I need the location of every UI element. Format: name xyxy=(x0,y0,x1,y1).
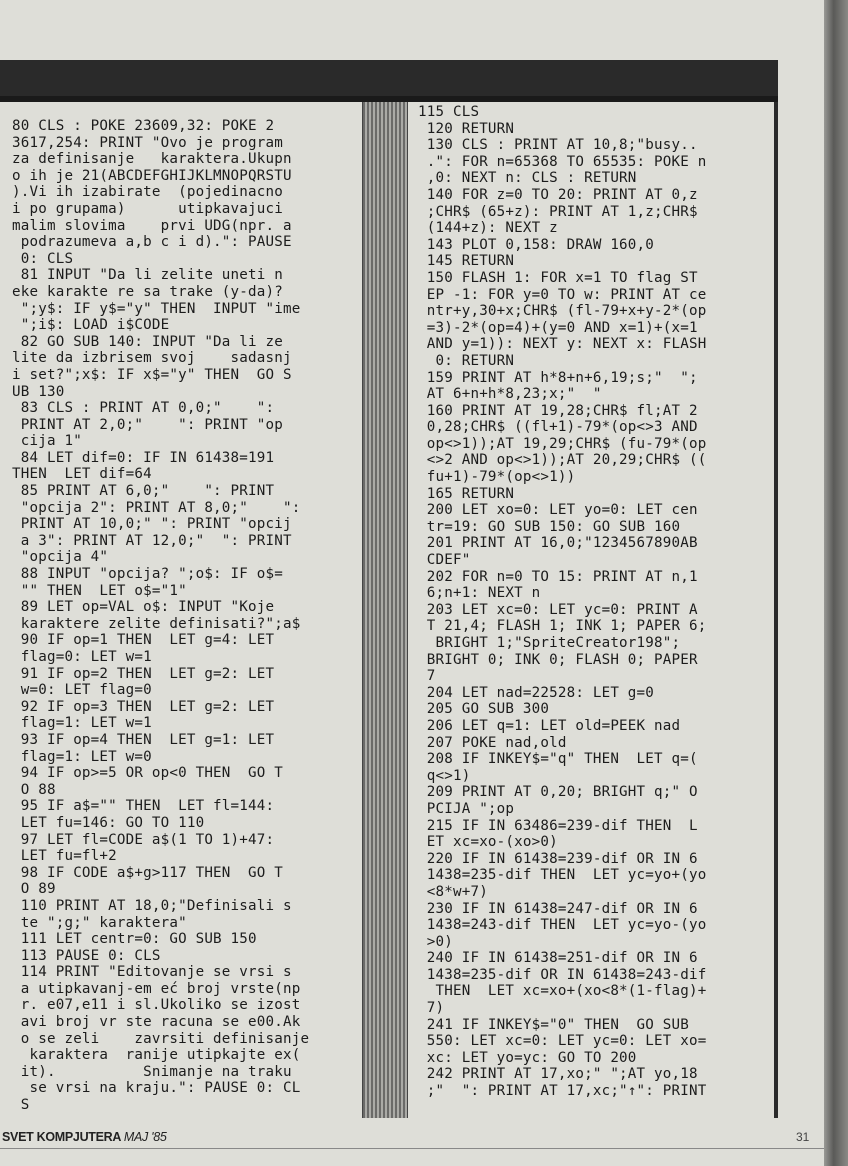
code-line: 111 LET centr=0: GO SUB 150 xyxy=(12,931,257,948)
code-line: 130 CLS : PRINT AT 10,8;"busy.. xyxy=(418,137,698,154)
code-line: O 89 xyxy=(12,881,56,898)
code-line: tr=19: GO SUB 150: GO SUB 160 xyxy=(418,518,681,535)
code-line: BRIGHT 1;"SpriteCreator198"; xyxy=(418,635,681,651)
code-line: 0: RETURN xyxy=(418,352,515,369)
code-line: cija 1" xyxy=(12,433,82,450)
issue-date: MAJ '85 xyxy=(123,1130,167,1144)
code-line: 97 LET fl=CODE a$(1 TO 1)+47: xyxy=(12,831,275,848)
code-line: 88 INPUT "opcija? ";o$: IF o$= xyxy=(12,566,283,583)
code-line: THEN LET xc=xo+(xo<8*(1-flag)+ xyxy=(418,983,707,1000)
code-line: =3)-2*(op=4)+(y=0 AND x=1)+(x=1 xyxy=(418,319,698,336)
code-line: fu+1)-79*(op<>1)) xyxy=(418,469,576,486)
code-line: se vrsi na kraju.": PAUSE 0: CL xyxy=(12,1080,301,1097)
code-line: 7 xyxy=(418,668,436,685)
code-line: 209 PRINT AT 0,20; BRIGHT q;" O xyxy=(418,784,698,801)
code-line: 241 IF INKEY$="0" THEN GO SUB xyxy=(418,1016,689,1033)
code-line: op<>1));AT 19,29;CHR$ (fu-79*(op xyxy=(418,435,707,452)
code-line: ";y$: IF y$="y" THEN INPUT "ime xyxy=(12,300,301,317)
code-line: malim slovima prvi UDG(npr. a xyxy=(12,217,292,234)
code-line: 89 LET op=VAL o$: INPUT "Koje xyxy=(12,599,275,616)
code-line: 143 PLOT 0,158: DRAW 160,0 xyxy=(418,236,655,253)
column-divider xyxy=(362,102,408,1118)
listing-column-left xyxy=(2,102,354,1114)
code-line: o ih je 21(ABCDEFGHIJKLMNOPQRSTU xyxy=(12,167,292,184)
code-line: 91 IF op=2 THEN LET g=2: LET xyxy=(12,665,275,682)
page-edge xyxy=(824,0,848,1166)
code-line: q<>1) xyxy=(418,767,471,784)
listing-column-right xyxy=(410,102,776,1100)
code-line: UB 130 xyxy=(12,383,65,400)
code-line: avi broj vr ste racuna se e00.Ak xyxy=(12,1014,301,1031)
code-line: S xyxy=(12,1097,30,1114)
code-line: 203 LET xc=0: LET yc=0: PRINT A xyxy=(418,601,698,618)
code-line: 200 LET xo=0: LET yo=0: LET cen xyxy=(418,502,698,519)
code-line: it). Snimanje na traku xyxy=(12,1063,292,1080)
code-line: PRINT AT 2,0;" ": PRINT "op xyxy=(12,416,283,433)
code-line: 242 PRINT AT 17,xo;" ";AT yo,18 xyxy=(418,1066,698,1083)
code-line: 0: CLS xyxy=(12,250,74,267)
code-line: THEN LET dif=64 xyxy=(12,466,152,483)
code-line: "" THEN LET o$="1" xyxy=(12,582,187,599)
code-line: 240 IF IN 61438=251-dif OR IN 6 xyxy=(418,950,698,967)
code-line: eke karakte re sa trake (y-da)? xyxy=(12,283,283,300)
code-line: >0) xyxy=(418,933,453,950)
code-line: 82 GO SUB 140: INPUT "Da li ze xyxy=(12,333,283,350)
listing-frame xyxy=(2,102,778,1118)
code-line: 94 IF op>=5 OR op<0 THEN GO T xyxy=(12,765,283,782)
code-line: xc: LET yo=yc: GO TO 200 xyxy=(418,1049,637,1066)
code-line: 81 INPUT "Da li zelite uneti n xyxy=(12,267,283,284)
code-line: 140 FOR z=0 TO 20: PRINT AT 0,z xyxy=(418,186,698,203)
code-line: 114 PRINT "Editovanje se vrsi s xyxy=(12,964,292,981)
code-line: 205 GO SUB 300 xyxy=(418,701,550,718)
code-line: <8*w+7) xyxy=(418,883,488,900)
code-line: <>2 AND op<>1));AT 20,29;CHR$ (( xyxy=(418,452,707,469)
code-line: 93 IF op=4 THEN LET g=1: LET xyxy=(12,731,275,748)
code-line: AT 6+n+h*8,23;x;" " xyxy=(418,386,602,403)
code-line: 160 PRINT AT 19,28;CHR$ fl;AT 2 xyxy=(418,402,698,419)
code-line: 202 FOR n=0 TO 15: PRINT AT n,1 xyxy=(418,568,698,585)
code-line: 83 CLS : PRINT AT 0,0;" ": xyxy=(12,400,275,417)
code-line: 206 LET q=1: LET old=PEEK nad xyxy=(418,717,681,734)
footer-credit xyxy=(2,1130,167,1144)
code-line: 165 RETURN xyxy=(418,485,515,502)
code-line: ).Vi ih izabirate (pojedinacno xyxy=(12,184,283,201)
code-line: 201 PRINT AT 16,0;"1234567890AB xyxy=(418,535,698,552)
footer-rule xyxy=(0,1148,830,1149)
code-line: 1438=235-dif OR IN 61438=243-dif xyxy=(418,966,707,983)
code-line: te ";g;" karaktera" xyxy=(12,914,187,931)
code-line: PRINT AT 10,0;" ": PRINT "opcij xyxy=(12,516,292,533)
code-line: a 3": PRINT AT 12,0;" ": PRINT xyxy=(12,532,292,549)
code-line: i po grupama) utipkavajuci xyxy=(12,200,283,217)
code-line: i set?";x$: IF x$="y" THEN GO S xyxy=(12,366,292,383)
code-line: 204 LET nad=22528: LET g=0 xyxy=(418,684,655,701)
code-line: 110 PRINT AT 18,0;"Definisali s xyxy=(12,897,292,914)
code-line: flag=0: LET w=1 xyxy=(12,649,152,665)
code-line: podrazumeva a,b c i d).": PAUSE xyxy=(12,234,292,251)
header-bar xyxy=(0,60,778,96)
code-line: 92 IF op=3 THEN LET g=2: LET xyxy=(12,698,275,715)
magazine-name: SVET KOMPJUTERA xyxy=(2,1130,121,1144)
code-line: 215 IF IN 63486=239-dif THEN L xyxy=(418,817,698,834)
code-line: a utipkavanj-em eć broj vrste(np xyxy=(12,980,301,997)
code-line: 150 FLASH 1: FOR x=1 TO flag ST xyxy=(418,269,698,286)
code-line: flag=1: LET w=1 xyxy=(12,715,152,732)
code-line: O 88 xyxy=(12,781,56,798)
page-footer xyxy=(0,1122,848,1166)
code-line: (144+z): NEXT z xyxy=(418,220,558,237)
code-line: lite da izbrisem svoj sadasnj xyxy=(12,350,292,367)
code-line: .": FOR n=65368 TO 65535: POKE n xyxy=(418,153,707,170)
code-line: za definisanje karaktera.Ukupn xyxy=(12,151,292,168)
code-line: 159 PRINT AT h*8+n+6,19;s;" "; xyxy=(418,369,698,386)
code-line: w=0: LET flag=0 xyxy=(12,682,152,699)
code-line: 120 RETURN xyxy=(418,120,515,137)
code-line: ET xc=xo-(xo>0) xyxy=(418,834,558,851)
code-line: 207 POKE nad,old xyxy=(418,734,567,751)
code-line: 95 IF a$="" THEN LET fl=144: xyxy=(12,798,275,815)
code-line: BRIGHT 0; INK 0; FLASH 0; PAPER xyxy=(418,651,698,668)
code-line: 220 IF IN 61438=239-dif OR IN 6 xyxy=(418,850,698,867)
code-line: AND y=1)): NEXT y: NEXT x: FLASH xyxy=(418,336,707,353)
code-line: 208 IF INKEY$="q" THEN LET q=( xyxy=(418,751,698,768)
code-line: 115 CLS xyxy=(418,104,480,120)
code-line: 145 RETURN xyxy=(418,253,515,270)
code-line: LET fu=146: GO TO 110 xyxy=(12,814,205,831)
code-line: r. e07,e11 i sl.Ukoliko se izost xyxy=(12,997,301,1014)
code-line: 1438=243-dif THEN LET yc=yo-(yo xyxy=(418,917,707,934)
code-line: 80 CLS : POKE 23609,32: POKE 2 xyxy=(12,118,275,134)
code-line: PCIJA ";op xyxy=(418,800,515,817)
code-line: 0,28;CHR$ ((fl+1)-79*(op<>3 AND xyxy=(418,419,698,436)
code-line: karaktera ranije utipkajte ex( xyxy=(12,1047,301,1064)
code-line: 84 LET dif=0: IF IN 61438=191 xyxy=(12,449,275,466)
code-line: karaktere zelite definisati?";a$ xyxy=(12,615,301,632)
code-line: T 21,4; FLASH 1; INK 1; PAPER 6; xyxy=(418,618,707,635)
code-line: ;" ": PRINT AT 17,xc;"↑": PRINT xyxy=(418,1083,707,1100)
code-line: LET fu=fl+2 xyxy=(12,848,117,865)
code-line: flag=1: LET w=0 xyxy=(12,748,152,765)
code-line: "opcija 2": PRINT AT 8,0;" ": xyxy=(12,499,301,516)
code-line: 113 PAUSE 0: CLS xyxy=(12,947,161,964)
code-line: ,0: NEXT n: CLS : RETURN xyxy=(418,170,637,187)
code-line: ntr+y,30+x;CHR$ (fl-79+x+y-2*(op xyxy=(418,303,707,320)
code-line: EP -1: FOR y=0 TO w: PRINT AT ce xyxy=(418,286,707,303)
code-line: "opcija 4" xyxy=(12,549,109,566)
code-line: 85 PRINT AT 6,0;" ": PRINT xyxy=(12,483,275,500)
code-line: 7) xyxy=(418,1000,445,1017)
code-line: 230 IF IN 61438=247-dif OR IN 6 xyxy=(418,900,698,917)
page-number: 31 xyxy=(796,1130,810,1144)
code-line: 6;n+1: NEXT n xyxy=(418,585,541,602)
code-line: 3617,254: PRINT "Ovo je program xyxy=(12,134,283,151)
code-line: CDEF" xyxy=(418,552,471,569)
code-line: 1438=235-dif THEN LET yc=yo+(yo xyxy=(418,867,707,884)
code-line: ";i$: LOAD i$CODE xyxy=(12,317,170,334)
code-line: 90 IF op=1 THEN LET g=4: LET xyxy=(12,632,275,649)
code-line: 98 IF CODE a$+g>117 THEN GO T xyxy=(12,864,283,881)
code-line: ;CHR$ (65+z): PRINT AT 1,z;CHR$ xyxy=(418,203,698,220)
code-line: 550: LET xc=0: LET yc=0: LET xo= xyxy=(418,1033,707,1050)
code-line: o se zeli zavrsiti definisanje xyxy=(12,1030,310,1047)
